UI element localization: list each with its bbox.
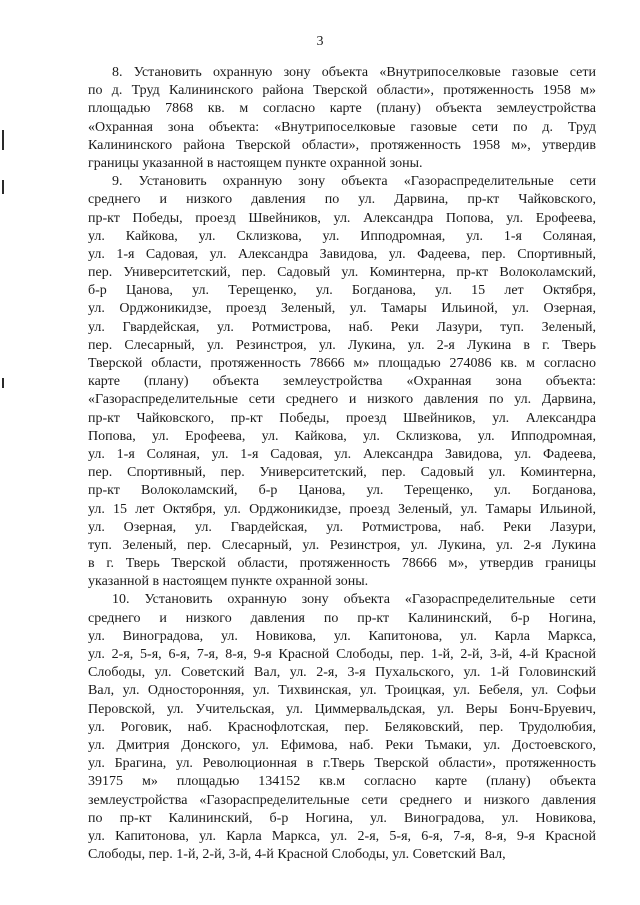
text-line: среднего и низкого давления по ул. Дарвина, пр-кт Чайковского,: [88, 192, 596, 208]
paragraph-1: [88, 64, 596, 173]
text-line: туп. Зеленый, пер. Слесарный, ул. Резинстроя, ул. Лукина, ул. 2-я Лукина: [88, 537, 596, 553]
text-line: «Охранная зона объекта: «Внутрипоселковые газовые сети по д. Труд: [88, 119, 596, 135]
text-line: Слободы, пер. 1-й, 2-й, 3-й, 4-й Красной Слободы, ул. Советский Вал,: [88, 847, 506, 863]
scan-artifact-mark: [2, 130, 4, 150]
text-line: 10. Установить охранную зону объекта «Газораспределительные сети: [112, 592, 596, 608]
text-line: ул. Капитонова, ул. Карла Маркса, ул. 2-я, 5-я, 6-я, 7-я, 8-я, 9-я Красной: [88, 828, 596, 844]
text-line: 39175 м» площадью 134152 кв.м согласно карте (плану) объекта: [88, 774, 596, 790]
text-line: ул. 1-я Соляная, ул. 1-я Садовая, ул. Александра Завидова, ул. Фадеева,: [88, 446, 596, 462]
text-line: «Газораспределительные сети среднего и низкого давления по ул. Дарвина,: [88, 392, 596, 408]
text-line: ул. Виноградова, ул. Новикова, ул. Капитонова, ул. Карла Маркса,: [88, 628, 596, 644]
text-line: Тверской области, протяженность 78666 м» площадью 274086 кв. м согласно: [88, 356, 596, 371]
text-line: Перовской, ул. Учительская, ул. Циммервальдская, ул. Веры Бонч-Бруевич,: [88, 701, 596, 717]
text-line: среднего и низкого давления по пр-кт Калининский, б-р Ногина,: [88, 610, 596, 626]
text-line: ул. Дмитрия Донского, ул. Ефимова, наб. Реки Тьмаки, ул. Достоевского,: [88, 737, 596, 753]
text-line: 9. Установить охранную зону объекта «Газораспределительные сети: [112, 174, 596, 190]
text-line: указанной в настоящем пункте охранной зоны.: [88, 574, 369, 590]
text-line: ул. Орджоникидзе, проезд Зеленый, ул. Тамары Ильиной, ул. Озерная,: [88, 301, 596, 317]
text-line: карте (плану) объекта землеустройства «Охранная зона объекта:: [88, 374, 596, 390]
text-line: ул. 1-я Садовая, ул. Александра Завидова, ул. Фадеева, пер. Спортивный,: [88, 246, 596, 262]
text-line: пр-кт Волоколамский, б-р Цанова, ул. Терещенко, ул. Богданова,: [88, 483, 596, 499]
page-number: 3: [316, 34, 324, 49]
text-line: в г. Тверь Тверской области, протяженность 78666 м», утвердив границы: [88, 556, 596, 572]
document-body: [88, 64, 596, 864]
text-line: пер. Университетский, пер. Садовый ул. Коминтерна, пр-кт Волоколамский,: [88, 265, 596, 281]
text-line: ул. Кайкова, ул. Склизкова, ул. Ипподромная, ул. 1-я Соляная,: [88, 228, 596, 244]
text-line: ул. Роговик, наб. Краснофлотская, пер. Беляковский, пер. Трудолюбия,: [88, 719, 596, 735]
scan-artifact-mark: [2, 180, 4, 194]
text-line: площадью 7868 кв. м согласно карте (плану) объекта землеустройства: [88, 101, 596, 117]
text-line: ул. 15 лет Октября, ул. Орджоникидзе, проезд Зеленый, ул. Тамары Ильиной,: [88, 501, 596, 517]
scan-artifact-mark: [2, 378, 4, 388]
text-line: Слободы, ул. Советский Вал, ул. 2-я, 3-я Пухальского, ул. 1-й Головинский: [88, 665, 596, 681]
text-line: ул. 2-я, 5-я, 6-я, 7-я, 8-я, 9-я Красной Слободы, пер. 1-й, 2-й, 3-й, 4-й Красной: [88, 647, 596, 662]
text-line: ул. Брагина, ул. Революционная в г.Тверь Тверской области», протяженность: [88, 756, 596, 772]
text-line: по д. Труд Калининского района Тверской области», протяженность 1958 м»: [88, 83, 596, 99]
text-line: землеустройства «Газораспределительные сети среднего и низкого давления: [88, 792, 596, 808]
paragraph-2: [88, 173, 596, 591]
text-line: 8. Установить охранную зону объекта «Внутрипоселковые газовые сети: [112, 65, 596, 80]
text-line: пер. Спортивный, пер. Университетский, пер. Садовый ул. Коминтерна,: [88, 465, 596, 481]
paragraph-3: [88, 591, 596, 864]
text-line: Попова, ул. Ерофеева, ул. Кайкова, ул. Склизкова, ул. Ипподромная,: [88, 428, 596, 444]
text-line: б-р Цанова, ул. Терещенко, ул. Богданова, ул. 15 лет Октября,: [88, 283, 596, 299]
text-line: ул. Озерная, ул. Гвардейская, ул. Ротмистрова, наб. Реки Лазури,: [88, 519, 596, 535]
text-line: Калининского района Тверской области», протяженность 1958 м», утвердив: [88, 137, 596, 153]
text-line: пр-кт Победы, проезд Швейников, ул. Александра Попова, ул. Ерофеева,: [88, 210, 596, 226]
text-line: ул. Гвардейская, ул. Ротмистрова, наб. Реки Лазури, туп. Зеленый,: [88, 319, 596, 335]
text-line: Вал, ул. Односторонняя, ул. Тихвинская, ул. Троицкая, ул. Бебеля, ул. Софьи: [88, 683, 596, 699]
text-line: по пр-кт Калининский, б-р Ногина, ул. Виноградова, ул. Новикова,: [88, 810, 596, 826]
text-line: границы указанной в настоящем пункте охранной зоны.: [88, 155, 423, 171]
text-line: пр-кт Чайковского, пр-кт Победы, проезд Швейников, ул. Александра: [88, 410, 596, 426]
text-line: пер. Слесарный, ул. Резинстроя, ул. Лукина, ул. 2-я Лукина в г. Тверь: [88, 337, 596, 353]
